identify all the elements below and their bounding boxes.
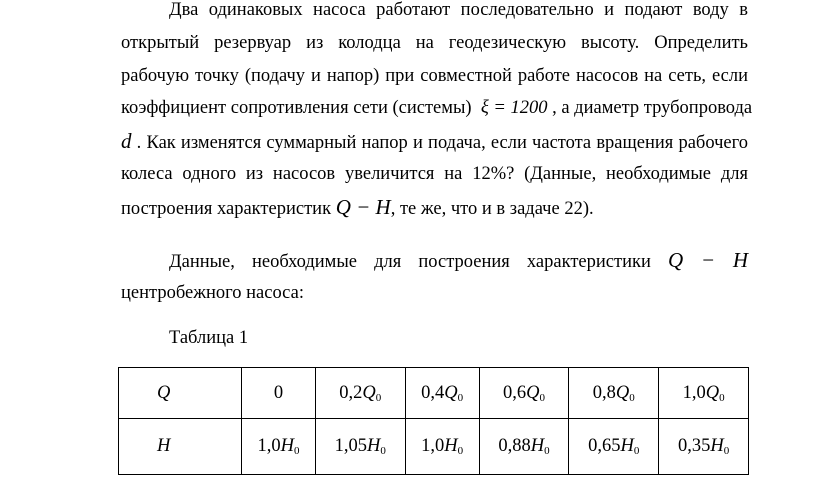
qh-table <box>118 367 749 475</box>
h-value-cell <box>242 419 316 475</box>
symbol: H <box>367 436 381 456</box>
problem-line-2: открытый резервуар из колодца на геодезическую высоту. Определить <box>121 32 748 53</box>
coef: 0,6 <box>502 382 527 403</box>
intro-text: Данные, необходимые для построения характеристики <box>169 252 651 272</box>
coef: 1,0 <box>257 436 281 456</box>
h-value-cell <box>569 419 659 475</box>
coef: 0,35 <box>677 436 711 456</box>
subscript: 0 <box>719 391 725 404</box>
subscript: 0 <box>380 445 386 457</box>
table-caption: Таблица 1 <box>169 328 249 348</box>
coef: 0,2 <box>339 382 363 403</box>
h-value-cell <box>479 419 569 475</box>
problem-paragraph <box>121 0 753 224</box>
h-value-cell <box>405 419 479 475</box>
xi-formula: ξ = 1200 <box>480 98 548 119</box>
coef: 0,88 <box>498 436 531 456</box>
problem-text-segment: , а диаметр трубопровода <box>552 98 753 119</box>
subscript: 0 <box>457 391 464 404</box>
q-header-cell: Q <box>119 368 242 419</box>
symbol: Q <box>526 382 540 403</box>
h-value-cell <box>659 419 749 475</box>
subscript: 0 <box>544 445 550 457</box>
symbol: H <box>620 436 634 456</box>
symbol: H <box>710 436 724 456</box>
q-value-cell <box>242 368 316 419</box>
problem-line-7 <box>121 191 748 224</box>
intro-paragraph <box>121 244 748 310</box>
coef: 1,05 <box>334 436 368 456</box>
subscript: 0 <box>723 445 730 457</box>
subscript: 0 <box>629 391 635 404</box>
q-value-cell <box>315 368 405 419</box>
subscript: 0 <box>375 391 382 404</box>
coef: 1,0 <box>421 436 445 456</box>
coef: 1,0 <box>682 382 706 403</box>
problem-line-1: Два одинаковых насоса работают последовательно и подают воду в <box>169 0 748 20</box>
symbol: Q <box>615 382 630 403</box>
subscript: 0 <box>457 445 464 457</box>
intro-line-1 <box>121 244 748 277</box>
q-value-cell <box>659 368 749 419</box>
symbol: Q <box>444 382 458 403</box>
problem-text-segment: , те же, что и в задаче 22). <box>390 198 594 219</box>
h-value-cell <box>315 419 405 475</box>
coef: 0,8 <box>592 382 616 403</box>
symbol: Q <box>705 382 720 403</box>
coef: 0 <box>273 382 284 403</box>
coef: 0,65 <box>588 436 621 456</box>
problem-line-5 <box>121 125 748 158</box>
problem-line-4 <box>121 92 753 125</box>
table-row-q <box>119 368 749 419</box>
problem-text-segment: коэффициент сопротивления сети (системы) <box>121 98 472 119</box>
q-value-cell <box>479 368 569 419</box>
coef: 0,4 <box>421 382 445 403</box>
h-header-cell: H <box>119 419 242 475</box>
problem-line-3: рабочую точку (подачу и напор) при совместной работе насосов на сеть, если <box>121 65 748 86</box>
problem-line-6: колеса одного из насосов увеличится на 12%? (Данные, необходимые для <box>121 163 748 184</box>
problem-text-segment: построения характеристик <box>121 198 332 219</box>
symbol: H <box>530 436 545 456</box>
qh-formula: Q − H <box>335 194 391 219</box>
subscript: 0 <box>633 445 640 457</box>
q-value-cell <box>405 368 479 419</box>
subscript: 0 <box>293 445 300 457</box>
symbol: H <box>280 436 294 456</box>
qh-formula: Q − H <box>668 248 748 272</box>
subscript: 0 <box>539 391 545 404</box>
q-value-cell <box>569 368 659 419</box>
intro-line-2: центробежного насоса: <box>121 282 304 303</box>
problem-text-segment: . Как изменятся суммарный напор и подача, если частота вращения рабочего <box>136 133 748 154</box>
table-row-h <box>119 419 749 475</box>
symbol: H <box>444 436 458 456</box>
diameter-symbol: d <box>121 129 132 154</box>
symbol: Q <box>362 382 376 403</box>
